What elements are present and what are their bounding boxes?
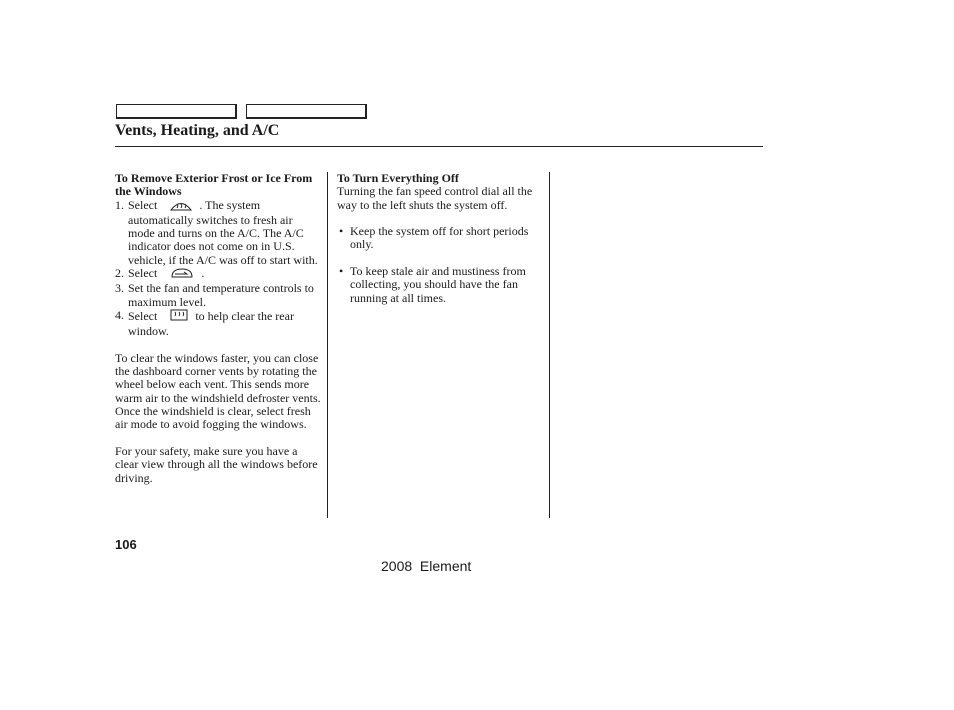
turn-off-intro: Turning the fan speed control dial all the way to the left shuts the system off.	[337, 184, 533, 212]
step-text: to help clear the rear window.	[128, 308, 294, 339]
front-defrost-icon	[169, 199, 193, 214]
bullet-item	[337, 265, 543, 305]
step-text: Select	[128, 266, 158, 281]
bullet-dot: •	[339, 224, 344, 239]
frost-section-heading: To Remove Exterior Frost or Ice From the Windows	[115, 171, 313, 199]
footer-model: 2008 Element	[381, 558, 472, 574]
paragraph-safety: For your safety, make sure you have a clear view through all the windows before driving.	[115, 443, 318, 485]
rear-defrost-icon	[169, 309, 189, 325]
left-column	[115, 172, 321, 485]
page-number: 106	[115, 537, 137, 552]
step-4	[115, 309, 321, 339]
turn-off-heading: To Turn Everything Off	[337, 171, 459, 185]
step-1	[115, 199, 321, 267]
nav-button-next[interactable]	[246, 104, 367, 119]
step-text: .	[201, 266, 205, 281]
step-number: 4.	[115, 307, 124, 322]
step-text: Set the fan and temperature controls to maximum level.	[128, 281, 314, 309]
column-divider-right	[549, 172, 550, 518]
step-text: Select	[128, 197, 158, 212]
step-number: 1.	[115, 197, 124, 212]
bullet-item	[337, 225, 543, 252]
step-3	[115, 282, 321, 309]
step-text: Select	[128, 308, 158, 323]
nav-button-previous[interactable]	[116, 104, 237, 119]
column-divider-left	[327, 172, 328, 518]
bullet-text: Keep the system off for short periods only.	[350, 224, 529, 252]
paragraph-clear-windows: To clear the windows faster, you can close the dashboard corner vents by rotating the wheel below each vent. This sends more warm air to the windshield defroster vents. Once the windshield is clear, select fresh air mode to avoid fogging the windows.	[115, 350, 321, 432]
bullet-dot: •	[339, 264, 344, 279]
page-title: Vents, Heating, and A/C	[115, 122, 280, 139]
bullet-text: To keep stale air and mustiness from collecting, you should have the fan running at all times.	[350, 264, 526, 305]
step-number: 2.	[115, 266, 124, 281]
right-column	[337, 172, 543, 305]
fresh-air-icon	[169, 267, 195, 282]
step-number: 3.	[115, 281, 124, 296]
title-divider	[115, 146, 763, 147]
step-text: . The system automatically switches to fresh air mode and turns on the A/C. The A/C indicator does not come on in U.S. vehicle, if the A/C was off to start with.	[128, 197, 318, 267]
step-2	[115, 267, 321, 282]
